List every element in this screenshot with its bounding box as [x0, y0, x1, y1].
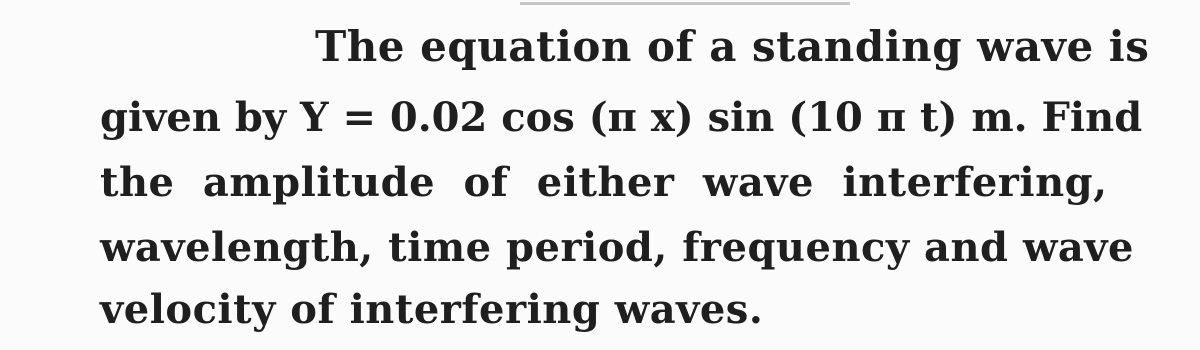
text-line-2: given by Y = 0.02 cos (π x) sin (10 π t) m. Find — [100, 94, 1143, 141]
text-line-5: velocity of interfering waves. — [100, 286, 764, 333]
text-line-4: wavelength, time period, frequency and wave — [100, 224, 1134, 271]
text-line-3: the amplitude of either wave interfering, — [100, 159, 1108, 206]
text-line-1: The equation of a standing wave is — [315, 22, 1150, 71]
